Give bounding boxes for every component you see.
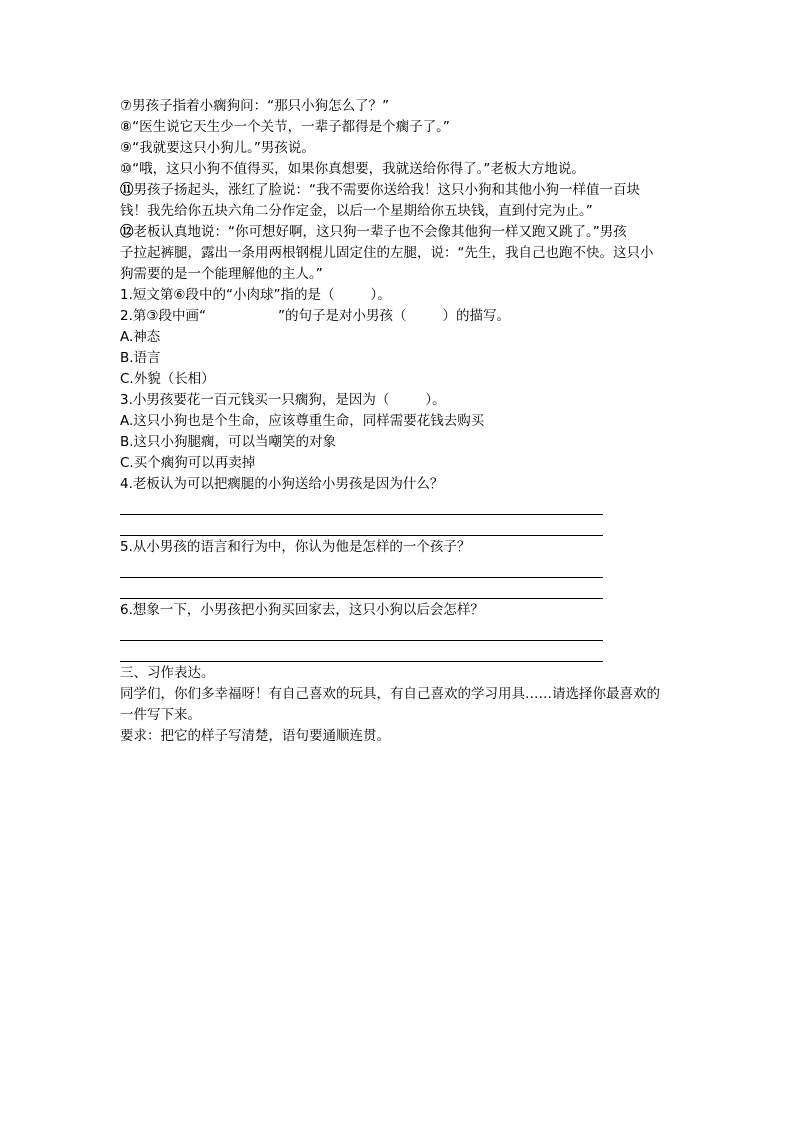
paragraph-number-11: ⑪: [120, 182, 134, 198]
question-2-end: ）的描写。: [442, 308, 510, 324]
question-3-end: ）。: [425, 392, 446, 408]
question-2-mid: ”的句子是对小男孩（: [277, 308, 407, 324]
question-2-text: 2.第③段中画“: [120, 308, 206, 324]
answer-line[interactable]: [120, 642, 603, 663]
question-3-option-b[interactable]: B.这只小狗腿瘸，可以当嘲笑的对象: [120, 434, 337, 450]
question-2: [120, 306, 680, 327]
answer-line[interactable]: [120, 516, 603, 537]
writing-section-heading: 三、习作表达。: [120, 665, 215, 681]
answer-line[interactable]: [120, 621, 603, 642]
answer-line[interactable]: [120, 579, 603, 600]
paragraph-11-text-1: 男孩子扬起头，涨红了脸说：“我不需要你送给我！这只小狗和其他小狗一样值一百块: [133, 182, 640, 198]
question-3-text: 3.小男孩要花一百元钱买一只瘸狗，是因为（: [120, 392, 390, 408]
writing-prompt-line-2: 一件写下来。: [120, 707, 201, 723]
passage-paragraph-12-line-3: 狗需要的是一个能理解他的主人。”: [120, 266, 323, 282]
question-2-option-b[interactable]: B.语言: [120, 350, 161, 366]
question-2-option-a[interactable]: A.神态: [120, 329, 161, 345]
paragraph-12-text-1: 老板认真地说：“你可想好啊，这只狗一辈子也不会像其他狗一样又跑又跳了。”男孩: [133, 224, 627, 240]
passage-paragraph-9: ⑨“我就要这只小狗儿。”男孩说。: [120, 140, 315, 156]
answer-line[interactable]: [120, 558, 603, 579]
passage-paragraph-12-line-1: [120, 222, 680, 243]
passage-paragraph-7: ⑦男孩子指着小瘸狗问：“那只小狗怎么了？”: [120, 98, 390, 114]
question-3: [120, 390, 680, 411]
question-3-option-a[interactable]: A.这只小狗也是个生命，应该尊重生命，同样需要花钱去购买: [120, 413, 485, 429]
question-3-option-c[interactable]: C.买个瘸狗可以再卖掉: [120, 455, 256, 471]
passage-paragraph-10: ⑩“哦，这只小狗不值得买，如果你真想要，我就送给你得了。”老板大方地说。: [120, 161, 585, 177]
question-5: 5.从小男孩的语言和行为中，你认为他是怎样的一个孩子？: [120, 539, 471, 555]
question-6: 6.想象一下，小男孩把小狗买回家去，这只小狗以后会怎样？: [120, 602, 484, 618]
passage-paragraph-11-line-2: 钱！我先给你五块六角二分作定金，以后一个星期给你五块钱，直到付完为止。”: [120, 203, 593, 219]
answer-line[interactable]: [120, 495, 603, 516]
passage-paragraph-12-line-2: 子拉起裤腿，露出一条用两根钢棍儿固定住的左腿，说：“先生，我自己也跑不快。这只小: [120, 245, 654, 261]
worksheet-page: [120, 96, 680, 747]
question-2-option-c[interactable]: C.外貌（长相）: [120, 371, 215, 387]
passage-paragraph-8: ⑧“医生说它天生少一个关节，一辈子都得是个瘸子了。”: [120, 119, 450, 135]
passage-paragraph-11-line-1: [120, 180, 680, 201]
writing-requirement: 要求：把它的样子写清楚，语句要通顺连贯。: [120, 728, 390, 744]
question-1: [120, 285, 680, 306]
paragraph-number-12: ⑫: [120, 224, 134, 240]
writing-prompt-line-1: 同学们，你们多幸福呀！有自己喜欢的玩具，有自己喜欢的学习用具……请选择你最喜欢的: [120, 686, 660, 702]
question-1-text: 1.短文第⑥段中的“小肉球”指的是（: [120, 287, 335, 303]
question-4: 4.老板认为可以把瘸腿的小狗送给小男孩是因为什么？: [120, 476, 444, 492]
question-1-end: ）。: [370, 287, 391, 303]
